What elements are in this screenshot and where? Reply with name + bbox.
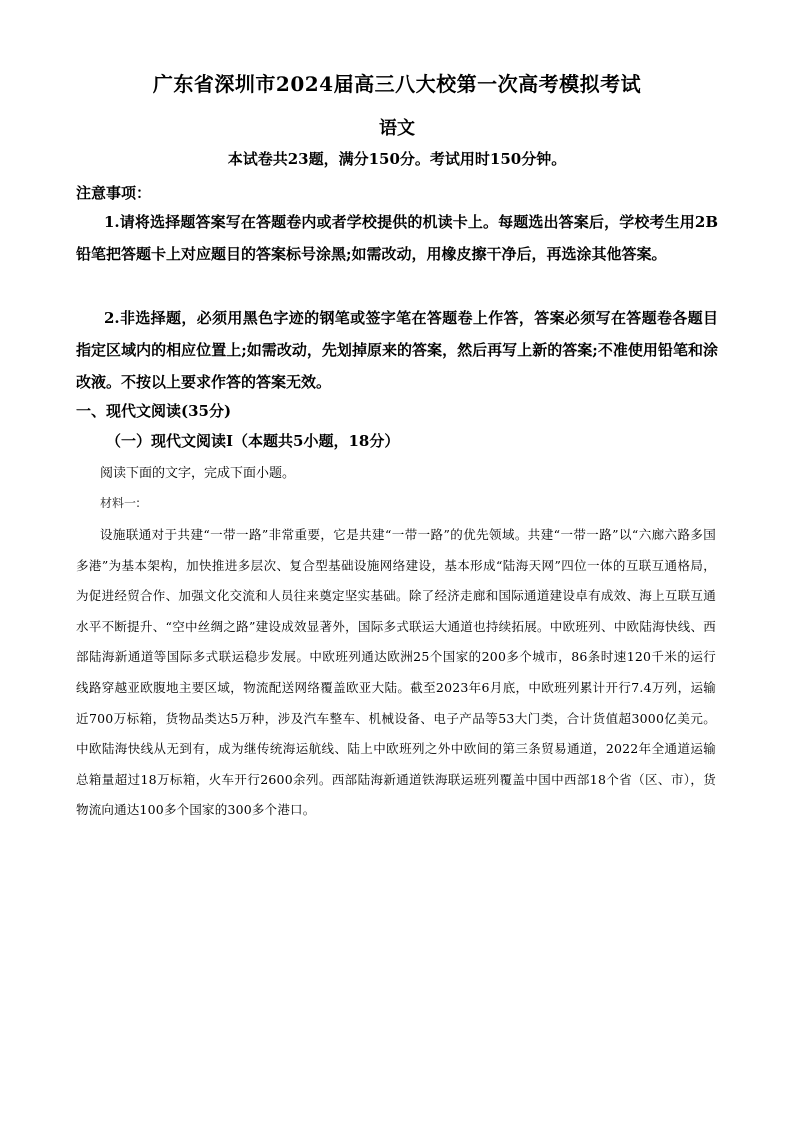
exam-intro: 本试卷共23题，满分150分。考试用时150分钟。: [227, 150, 567, 168]
subject-title: 语文: [379, 118, 415, 139]
material-label: 材料一:: [100, 496, 141, 510]
section-heading: 一、现代文阅读(35分): [76, 402, 232, 420]
notice-heading: 注意事项：: [76, 184, 152, 202]
notice-item-2: 2.非选择题，必须用黑色字迹的钢笔或签字笔在答题卷上作答，答案必须写在答题卷各题目指定区域内的相应位置上;如需改动，先划掉原来的答案，然后再写上新的答案;不准使用铅笔和涂改液。不按以上要求作答的答案无效。: [76, 309, 718, 391]
subsection-heading: （一）现代文阅读Ⅰ（本题共5小题，18分）: [106, 432, 400, 450]
reading-instruction: 阅读下面的文字，完成下面小题。: [100, 466, 296, 481]
exam-title: 广东省深圳市2024届高三八大校第一次高考模拟考试: [152, 72, 642, 96]
material-text: 设施联通对于共建“一带一路”非常重要，它是共建“一带一路”的优先领域。共建“一带一路”以“六廊六路多国多港”为基本架构，加快推进多层次、复合型基础设施网络建设，基本形成“陆海天网”四位一体的互联互通格局，为促进经贸合作、加强文化交流和人员往来奠定坚实基础。除了经济走廊和国际通道建设卓有成效、海上互联互通水平不断提升、“空中丝绸之路”建设成效显著外，国际多式联运大通道也持续拓展。中欧班列、中欧陆海快线、西部陆海新通道等国际多式联运稳步发展。中欧班列通达欧洲25个国家的200多个城市，86条时速120千米的运行线路穿越亚欧腹地主要区域，物流配送网络覆盖欧亚大陆。截至2023年6月底，中欧班列累计开行7.4万列，运输近700万标箱，货物品类达5万种，涉及汽车整车、机械设备、电子产品等53大门类，合计货值超3000亿美元。中欧陆海快线从无到有，成为继传统海运航线、陆上中欧班列之外中欧间的第三条贸易通道，2022年全通道运输总箱量超过18万标箱，火车开行2600余列。西部陆海新通道铁海联运班列覆盖中国中西部18个省（区、市），货物流向通达100多个国家的300多个港口。: [76, 527, 716, 818]
notice-item-1: 1.请将选择题答案写在答题卷内或者学校提供的机读卡上。每题选出答案后，学校考生用2B铅笔把答题卡上对应题目的答案标号涂黑;如需改动，用橡皮擦干净后，再选涂其他答案。: [76, 213, 718, 263]
